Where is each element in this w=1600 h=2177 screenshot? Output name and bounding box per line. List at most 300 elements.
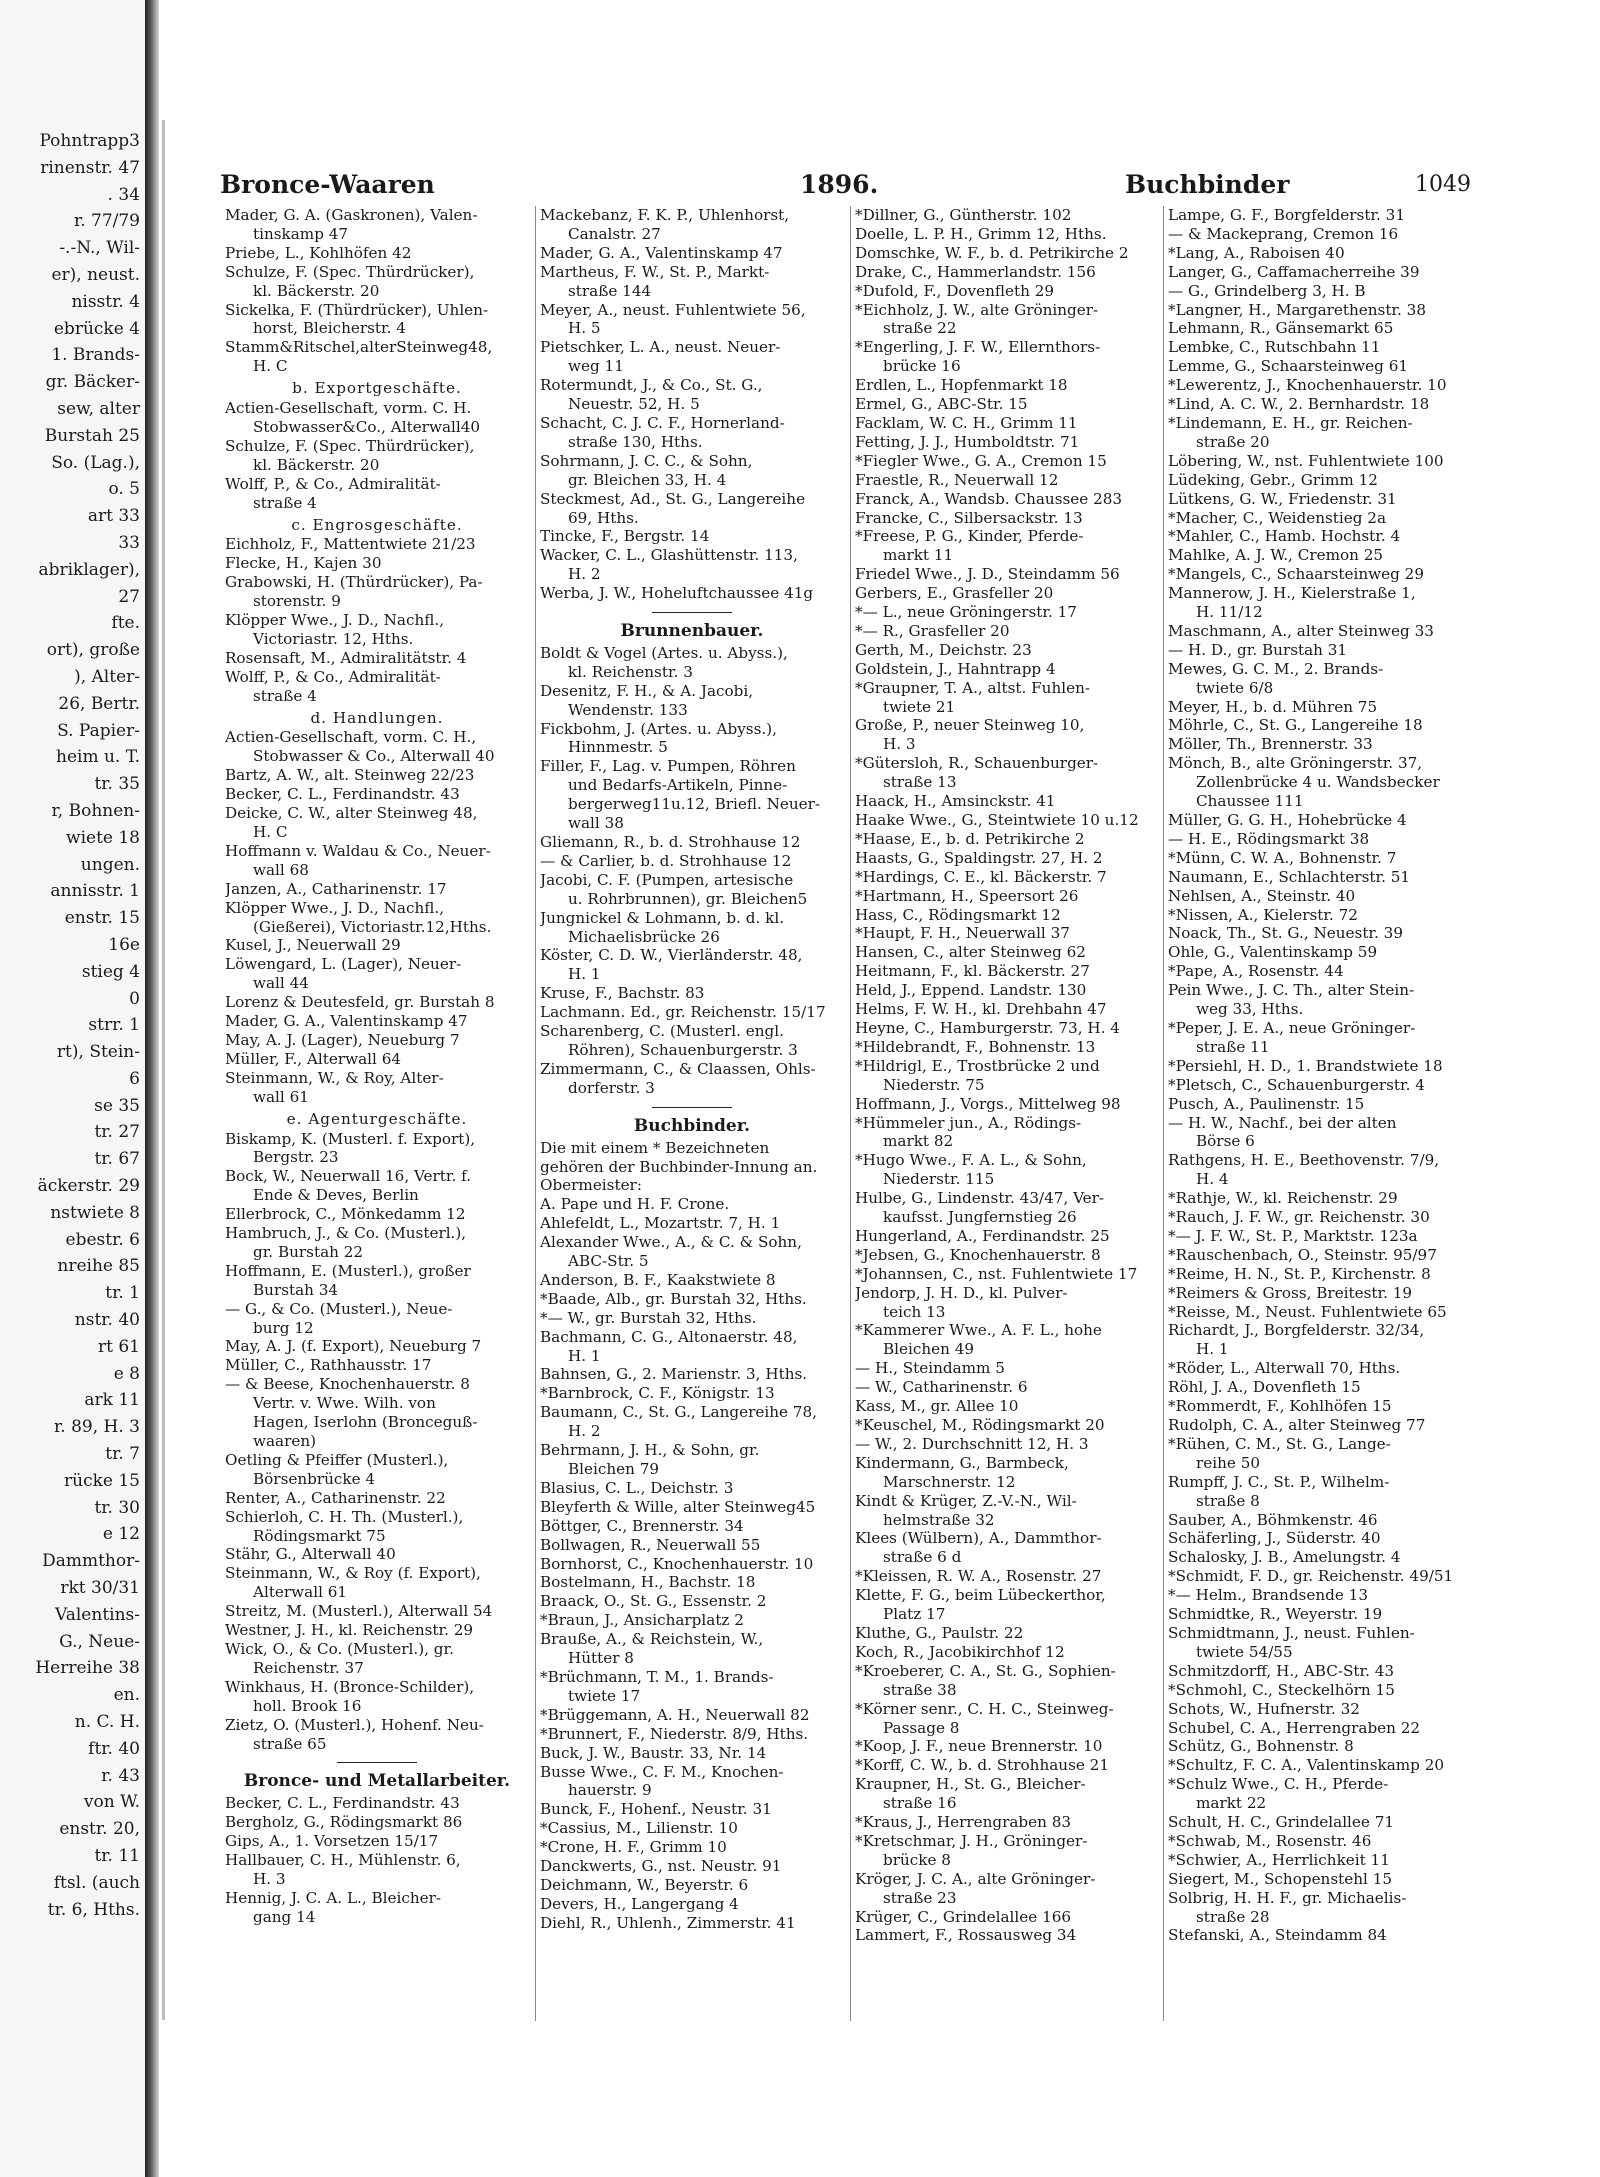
directory-entry: Bachmann, C. G., Altonaerstr. 48, (540, 1327, 798, 1346)
entry-continuation: Vertr. v. Wwe. Wilh. von (253, 1394, 436, 1413)
directory-entry: Facklam, W. C. H., Grimm 11 (855, 413, 1078, 432)
directory-entry: *Kleissen, R. W. A., Rosenstr. 27 (855, 1567, 1102, 1586)
directory-entry: Schulze, F. (Spec. Thürdrücker), (225, 262, 475, 281)
directory-entry: Martheus, F. W., St. P., Markt- (540, 262, 770, 281)
fragment-line: S. Papier- (57, 720, 140, 741)
fragment-line: tr. 1 (105, 1283, 140, 1304)
fragment-line: r. 43 (101, 1765, 140, 1786)
fragment-line: tr. 67 (94, 1149, 140, 1170)
directory-entry: Mackebanz, F. K. P., Uhlenhorst, (540, 206, 790, 224)
fragment-line: annisstr. 1 (50, 881, 140, 902)
directory-entry: Schmidtmann, J., neust. Fuhlen- (1168, 1623, 1415, 1642)
entry-continuation: Chaussee 111 (1196, 792, 1304, 811)
directory-entry: Rumpff, J. C., St. P., Wilhelm- (1168, 1472, 1390, 1491)
directory-entry: Schäferling, J., Süderstr. 40 (1168, 1529, 1381, 1548)
directory-entry: Lüdeking, Gebr., Grimm 12 (1168, 470, 1378, 489)
fragment-line: ark 11 (84, 1390, 140, 1411)
fragment-line: rinenstr. 47 (40, 157, 140, 178)
previous-page-edge (0, 0, 148, 2177)
directory-entry: Krüger, C., Grindelallee 166 (855, 1907, 1072, 1926)
entry-continuation: straße 8 (1196, 1491, 1260, 1510)
directory-entry: Mader, G. A. (Gaskronen), Valen- (225, 206, 478, 224)
directory-entry: *Fiegler Wwe., G. A., Cremon 15 (855, 451, 1107, 470)
entry-continuation: Bleichen 79 (568, 1460, 660, 1478)
entry-continuation: H. 4 (1196, 1170, 1229, 1189)
directory-entry: Solbrig, H. H. F., gr. Michaelis- (1168, 1888, 1407, 1907)
entry-continuation: H. C (253, 357, 288, 376)
directory-entry: *Johannsen, C., nst. Fuhlentwiete 17 (855, 1264, 1138, 1283)
directory-entry: *Brunnert, F., Niederstr. 8/9, Hths. (540, 1724, 809, 1743)
subsection-heading: d. Handlungen. (310, 708, 444, 727)
directory-entry: Sauber, A., Böhmkenstr. 46 (1168, 1510, 1378, 1529)
directory-entry: Gliemann, R., b. d. Strohhause 12 (540, 833, 801, 851)
directory-entry: *Jebsen, G., Knochenhauerstr. 8 (855, 1245, 1101, 1264)
directory-entry: *Körner senr., C. H. C., Steinweg- (855, 1699, 1114, 1718)
fragment-line: tr. 6, Hths. (47, 1899, 140, 1920)
directory-entry: *Koop, J. F., neue Brennerstr. 10 (855, 1737, 1103, 1756)
fragment-line: ebrücke 4 (53, 318, 140, 339)
directory-entry: Werba, J. W., Hoheluftchaussee 41g (540, 584, 814, 603)
directory-entry: — H. W., Nachf., bei der alten (1168, 1113, 1397, 1132)
fragment-line: Burstah 25 (44, 425, 140, 446)
directory-entry: Bunck, F., Hohenf., Neustr. 31 (540, 1800, 772, 1819)
directory-entry: Haasts, G., Spaldingstr. 27, H. 2 (855, 848, 1103, 867)
directory-entry: Fraestle, R., Neuerwall 12 (855, 470, 1059, 489)
fragment-line: enstr. 20, (59, 1819, 140, 1840)
directory-entry: Grabowski, H. (Thürdrücker), Pa- (225, 573, 483, 592)
directory-entry: Biskamp, K. (Musterl. f. Export), (225, 1129, 476, 1148)
entry-continuation: straße 23 (883, 1888, 957, 1907)
fragment-line: e 12 (102, 1524, 140, 1545)
directory-entry: Bergholz, G., Rödingsmarkt 86 (225, 1813, 463, 1832)
directory-entry: Müller, C., Rathhausstr. 17 (225, 1356, 432, 1375)
directory-entry: Hennig, J. C. A. L., Bleicher- (225, 1888, 442, 1907)
entry-continuation: twiete 21 (883, 697, 956, 716)
directory-entry: Kindt & Krüger, Z.-V.-N., Wil- (855, 1491, 1077, 1510)
directory-entry: *Braun, J., Ansicharplatz 2 (540, 1611, 744, 1630)
directory-entry: Wick, O., & Co. (Musterl.), gr. (225, 1639, 454, 1658)
directory-entry: Mader, G. A., Valentinskamp 47 (225, 1012, 468, 1031)
section-rule (337, 1762, 417, 1763)
directory-entry: *Freese, P. G., Kinder, Pferde- (855, 527, 1084, 546)
directory-entry: Schalosky, J. B., Amelungstr. 4 (1168, 1548, 1401, 1567)
directory-entry: Hambruch, J., & Co. (Musterl.), (225, 1224, 467, 1243)
directory-entry: Hass, C., Rödingsmarkt 12 (855, 905, 1061, 924)
subsection-heading: b. Exportgeschäfte. (292, 379, 462, 398)
entry-continuation: H. 1 (568, 965, 601, 984)
directory-entry: Klöpper Wwe., J. D., Nachfl., (225, 611, 445, 630)
fragment-line: nreihe 85 (57, 1256, 140, 1277)
entry-continuation: Marschnerstr. 12 (883, 1472, 1016, 1491)
fragment-line: rücke 15 (64, 1470, 140, 1491)
directory-entry: — W., 2. Durchschnitt 12, H. 3 (855, 1434, 1089, 1453)
directory-entry: Erdlen, L., Hopfenmarkt 18 (855, 376, 1068, 395)
directory-entry: Helms, F. W. H., kl. Drehbahn 47 (855, 1000, 1107, 1019)
directory-entry: — & Mackeprang, Cremon 16 (1168, 224, 1399, 243)
fragment-line: art 33 (87, 506, 140, 527)
directory-entry: Noack, Th., St. G., Neuestr. 39 (1168, 924, 1403, 943)
directory-entry: Streitz, M. (Musterl.), Alterwall 54 (225, 1602, 493, 1621)
directory-entry: *Crone, H. F., Grimm 10 (540, 1838, 727, 1857)
directory-entry: — W., Catharinenstr. 6 (855, 1378, 1028, 1397)
entry-continuation: markt 11 (883, 546, 954, 565)
directory-entry: *Schmohl, C., Steckelhörn 15 (1168, 1680, 1395, 1699)
directory-entry: Schult, H. C., Grindelallee 71 (1168, 1813, 1395, 1832)
entry-continuation: H. 11/12 (1196, 603, 1263, 622)
entry-continuation: straße 144 (568, 281, 652, 300)
directory-entry: *Pletsch, C., Schauenburgerstr. 4 (1168, 1075, 1425, 1094)
directory-entry: Schütz, G., Bohnenstr. 8 (1168, 1737, 1354, 1756)
directory-entry: Devers, H., Langergang 4 (540, 1894, 739, 1913)
directory-entry: Anderson, B. F., Kaakstwiete 8 (540, 1270, 776, 1289)
entry-continuation: Niederstr. 115 (883, 1170, 995, 1189)
directory-entry: — & Carlier, b. d. Strohhause 12 (540, 851, 792, 870)
directory-entry: Flecke, H., Kajen 30 (225, 554, 382, 573)
entry-continuation: twiete 6/8 (1196, 678, 1274, 697)
directory-entry: *Kraus, J., Herrengraben 83 (855, 1813, 1072, 1832)
directory-entry: *Nissen, A., Kielerstr. 72 (1168, 905, 1358, 924)
directory-entry: Richardt, J., Borgfelderstr. 32/34, (1168, 1321, 1425, 1340)
directory-entry: *Keuschel, M., Rödingsmarkt 20 (855, 1416, 1105, 1434)
directory-entry: — H. D., gr. Burstah 31 (1168, 640, 1348, 659)
directory-entry: *Mangels, C., Schaarsteinweg 29 (1168, 565, 1425, 584)
directory-entry: Lampe, G. F., Borgfelderstr. 31 (1168, 206, 1405, 224)
fragment-line: ort), große (46, 640, 140, 661)
directory-entry: Ohle, G., Valentinskamp 59 (1168, 943, 1378, 962)
fragment-line: r. 77/79 (73, 211, 140, 232)
directory-entry: Möhrle, C., St. G., Langereihe 18 (1168, 716, 1423, 735)
entry-continuation: Zollenbrücke 4 u. Wandsbecker (1196, 773, 1440, 792)
entry-continuation: Niederstr. 75 (883, 1075, 985, 1094)
entry-continuation: twiete 17 (568, 1686, 641, 1705)
entry-continuation: H. 5 (568, 319, 601, 338)
directory-entry: *Mahler, C., Hamb. Hochstr. 4 (1168, 527, 1401, 546)
fragment-line: r. 89, H. 3 (54, 1417, 140, 1438)
directory-entry: *Rommerdt, F., Kohlhöfen 15 (1168, 1397, 1392, 1416)
directory-entry: Lammert, F., Rossausweg 34 (855, 1926, 1077, 1945)
entry-continuation: kl. Reichenstr. 3 (568, 662, 693, 681)
directory-entry: Jendorp, J. H. D., kl. Pulver- (855, 1283, 1068, 1302)
directory-entry: Bornhorst, C., Knochenhauerstr. 10 (540, 1554, 814, 1573)
entry-continuation: kl. Bäckerstr. 20 (253, 281, 380, 300)
directory-entry: Hulbe, G., Lindenstr. 43/47, Ver- (855, 1189, 1105, 1208)
directory-entry: — H., Steindamm 5 (855, 1359, 1005, 1378)
directory-entry: May, A. J. (Lager), Neueburg 7 (225, 1030, 460, 1049)
entry-continuation: straße 4 (253, 686, 317, 705)
header-year: 1896. (800, 170, 879, 199)
directory-entry: *Hardings, C. E., kl. Bäckerstr. 7 (855, 867, 1107, 886)
entry-continuation: Platz 17 (883, 1605, 946, 1624)
directory-entry: Alexander Wwe., A., & C. & Sohn, (540, 1233, 802, 1252)
header-right-title: Buchbinder (1125, 170, 1290, 199)
fragment-line: ungen. (80, 854, 140, 875)
fragment-line: 26, Bertr. (58, 693, 140, 714)
entry-continuation: gr. Bleichen 33, H. 4 (568, 470, 727, 489)
directory-entry: Bleyferth & Wille, alter Steinweg45 (540, 1497, 816, 1516)
directory-entry: *Kroeberer, C. A., St. G., Sophien- (855, 1661, 1116, 1680)
directory-entry: Danckwerts, G., nst. Neustr. 91 (540, 1857, 782, 1876)
entry-continuation: straße 130, Hths. (568, 432, 703, 451)
directory-entry: — H. E., Rödingsmarkt 38 (1168, 829, 1370, 848)
directory-entry: Kluthe, G., Paulstr. 22 (855, 1623, 1024, 1642)
directory-entry: Haake Wwe., G., Steintwiete 10 u.12 (855, 811, 1139, 829)
entry-continuation: Michaelisbrücke 26 (568, 927, 720, 946)
directory-entry: Braack, O., St. G., Essenstr. 2 (540, 1592, 767, 1611)
directory-entry: Hoffmann, J., Vorgs., Mittelweg 98 (855, 1094, 1121, 1113)
directory-entry: Stefanski, A., Steindamm 84 (1168, 1926, 1387, 1945)
directory-entry: Meyer, H., b. d. Mühren 75 (1168, 697, 1378, 716)
entry-continuation: kl. Bäckerstr. 20 (253, 455, 380, 474)
entry-continuation: Victoriastr. 12, Hths. (253, 629, 414, 648)
directory-entry: Löbering, W., nst. Fuhlentwiete 100 (1168, 451, 1444, 470)
directory-entry: Jacobi, C. F. (Pumpen, artesische (540, 870, 794, 889)
entry-continuation: Neuestr. 52, H. 5 (568, 395, 700, 414)
entry-continuation: teich 13 (883, 1302, 946, 1321)
directory-entry: Friedel Wwe., J. D., Steindamm 56 (855, 565, 1120, 584)
directory-entry: Hungerland, A., Ferdinandstr. 25 (855, 1226, 1110, 1245)
entry-continuation: brücke 8 (883, 1850, 951, 1869)
directory-entry: Gerbers, E., Grasfeller 20 (855, 584, 1054, 603)
directory-entry: *Haupt, F. H., Neuerwall 37 (855, 924, 1070, 943)
directory-entry: Zimmermann, C., & Claassen, Ohls- (540, 1059, 816, 1078)
directory-entry: *Dufold, F., Dovenfleth 29 (855, 281, 1055, 300)
directory-entry: Blasius, C. L., Deichstr. 3 (540, 1478, 734, 1497)
entry-continuation: weg 11 (568, 357, 624, 376)
directory-entry: Boldt & Vogel (Artes. u. Abyss.), (540, 643, 788, 662)
entry-continuation: brücke 16 (883, 357, 961, 376)
directory-entry: Große, P., neuer Steinweg 10, (855, 716, 1085, 735)
fragment-line: abriklager), (38, 559, 140, 580)
directory-entry: *Dillner, G., Güntherstr. 102 (855, 206, 1072, 224)
directory-entry: Die mit einem * Bezeichneten (540, 1138, 770, 1157)
directory-entry: *Rühen, C. M., St. G., Lange- (1168, 1434, 1391, 1453)
directory-entry: Siegert, M., Schopenstehl 15 (1168, 1869, 1393, 1888)
directory-entry: Drake, C., Hammerlandstr. 156 (855, 262, 1096, 281)
directory-entry: Gips, A., 1. Vorsetzen 15/17 (225, 1832, 439, 1851)
directory-entry: Held, J., Eppend. Landstr. 130 (855, 981, 1087, 1000)
entry-continuation: H. 2 (568, 565, 601, 584)
fragment-line: enstr. 15 (64, 908, 140, 929)
fragment-line: n. C. H. (74, 1712, 140, 1733)
directory-entry: Ermel, G., ABC-Str. 15 (855, 395, 1028, 414)
fragment-line: G., Neue- (59, 1631, 140, 1652)
fragment-line: Pohntrapp3 (39, 131, 140, 151)
directory-entry: Steinmann, W., & Roy (f. Export), (225, 1564, 481, 1583)
directory-entry: Eichholz, F., Mattentwiete 21/23 (225, 535, 476, 554)
directory-entry: *Reimers & Gross, Breitestr. 19 (1168, 1283, 1413, 1302)
directory-entry: *Münn, C. W. A., Bohnenstr. 7 (1168, 848, 1397, 867)
entry-continuation: Rödingsmarkt 75 (253, 1526, 386, 1545)
entry-continuation: straße 22 (883, 319, 957, 338)
fragment-line: tr. 30 (94, 1497, 140, 1518)
subsection-heading: c. Engrosgeschäfte. (291, 515, 463, 534)
entry-continuation: Röhren), Schauenburgerstr. 3 (568, 1040, 798, 1059)
fragment-line: rkt 30/31 (60, 1578, 140, 1599)
entry-continuation: straße 38 (883, 1680, 957, 1699)
fragment-line: wiete 18 (66, 827, 140, 848)
directory-entry: Kusel, J., Neuerwall 29 (225, 936, 401, 955)
entry-continuation: wall 38 (568, 814, 624, 833)
directory-entry: Fickbohm, J. (Artes. u. Abyss.), (540, 719, 777, 738)
directory-entry: Hansen, C., alter Steinweg 62 (855, 943, 1086, 962)
directory-entry: — G., & Co. (Musterl.), Neue- (225, 1299, 453, 1318)
entry-continuation: twiete 54/55 (1196, 1642, 1293, 1661)
fragment-line: 6 (129, 1068, 140, 1089)
directory-entry: Bahnsen, G., 2. Marienstr. 3, Hths. (540, 1365, 808, 1384)
entry-continuation: Wendenstr. 133 (568, 700, 688, 719)
column-divider (1163, 206, 1164, 2021)
directory-entry: Wacker, C. L., Glashüttenstr. 113, (540, 546, 798, 565)
directory-entry: Rotermundt, J., & Co., St. G., (540, 376, 763, 395)
directory-entry: Francke, C., Silbersackstr. 13 (855, 508, 1083, 527)
fragment-line: fte. (111, 613, 140, 634)
directory-entry: *Langner, H., Margarethenstr. 38 (1168, 300, 1426, 319)
directory-entry: Schierloh, C. H. Th. (Musterl.), (225, 1507, 464, 1526)
fragment-line: -.-N., Wil- (59, 238, 140, 259)
directory-entry: *Gütersloh, R., Schauenburger- (855, 754, 1099, 773)
entry-continuation: burg 12 (253, 1318, 314, 1337)
fragment-line: ), Alter- (74, 666, 140, 687)
directory-entry: *Schmidt, F. D., gr. Reichenstr. 49/51 (1168, 1567, 1454, 1586)
header-left-title: Bronce-Waaren (220, 170, 435, 199)
entry-continuation: straße 4 (253, 493, 317, 512)
directory-entry: Böttger, C., Brennerstr. 34 (540, 1516, 744, 1535)
directory-entry: *Lewerentz, J., Knochenhauerstr. 10 (1168, 376, 1447, 395)
directory-entry: Bock, W., Neuerwall 16, Vertr. f. (225, 1167, 472, 1186)
fragment-line: rt), Stein- (56, 1042, 140, 1063)
entry-continuation: 69, Hths. (568, 508, 639, 527)
directory-entry: — & Beese, Knochenhauerstr. 8 (225, 1375, 470, 1394)
directory-entry: Pein Wwe., J. C. Th., alter Stein- (1168, 981, 1415, 1000)
directory-entry: *— W., gr. Burstah 32, Hths. (540, 1308, 757, 1327)
directory-entry: Meyer, A., neust. Fuhlentwiete 56, (540, 300, 806, 319)
entry-continuation: bergerweg11u.12, Briefl. Neuer- (568, 795, 821, 814)
directory-entry: *— Helm., Brandsende 13 (1168, 1586, 1368, 1605)
directory-entry: Hoffmann, E. (Musterl.), großer (225, 1261, 471, 1280)
fragment-line: strr. 1 (88, 1015, 140, 1036)
fragment-line: tr. 11 (94, 1846, 140, 1866)
fragment-line: 16e (108, 934, 140, 955)
directory-entry: Hallbauer, C. H., Mühlenstr. 6, (225, 1851, 461, 1870)
directory-entry: *Rathje, W., kl. Reichenstr. 29 (1168, 1189, 1398, 1208)
entry-continuation: gr. Burstah 22 (253, 1242, 364, 1261)
directory-entry: Kass, M., gr. Allee 10 (855, 1397, 1019, 1416)
directory-entry: Sickelka, F. (Thürdrücker), Uhlen- (225, 300, 489, 319)
directory-entry: Röhl, J. A., Dovenfleth 15 (1168, 1378, 1361, 1397)
directory-entry: Lehmann, R., Gänsemarkt 65 (1168, 319, 1394, 338)
directory-entry: A. Pape und H. F. Crone. (540, 1195, 730, 1214)
directory-entry: Mewes, G. C. M., 2. Brands- (1168, 659, 1384, 678)
column-divider (535, 206, 536, 2021)
directory-entry: Sohrmann, J. C. C., & Sohn, (540, 451, 753, 470)
section-rule (652, 612, 732, 613)
entry-continuation: hauerstr. 9 (568, 1781, 652, 1800)
directory-entry: Pietschker, L. A., neust. Neuer- (540, 338, 781, 357)
directory-entry: Tincke, F., Bergstr. 14 (540, 527, 710, 546)
directory-entry: Oetling & Pfeiffer (Musterl.), (225, 1450, 449, 1469)
directory-entry: Hoffmann v. Waldau & Co., Neuer- (225, 841, 491, 860)
entry-continuation: straße 6 d (883, 1548, 962, 1567)
entry-continuation: straße 20 (1196, 432, 1270, 451)
entry-continuation: Hagen, Iserlohn (Bronceguß- (253, 1413, 478, 1432)
page-fold (162, 120, 165, 2020)
directory-entry: Schmitzdorff, H., ABC-Str. 43 (1168, 1661, 1395, 1680)
directory-entry: Scharenberg, C. (Musterl. engl. (540, 1022, 784, 1041)
directory-entry: Rosensaft, M., Admiralitätstr. 4 (225, 648, 467, 667)
fragment-line: von W. (83, 1792, 140, 1813)
directory-entry: Busse Wwe., C. F. M., Knochen- (540, 1762, 784, 1781)
directory-column-1 (225, 206, 529, 1927)
fragment-line: er), neust. (51, 264, 140, 285)
fragment-line: nstwiete 8 (50, 1202, 140, 1223)
fragment-line: en. (113, 1685, 140, 1706)
directory-entry: *Brüchmann, T. M., 1. Brands- (540, 1667, 774, 1686)
entry-continuation: Burstah 34 (253, 1280, 339, 1299)
directory-entry: Renter, A., Catharinenstr. 22 (225, 1488, 446, 1507)
section-heading: Bronce- und Metallarbeiter. (243, 1771, 511, 1792)
directory-entry: Schots, W., Hufnerstr. 32 (1168, 1699, 1360, 1718)
directory-entry: Koch, R., Jacobikirchhof 12 (855, 1642, 1065, 1661)
directory-entry: Rathgens, H. E., Beethovenstr. 7/9, (1168, 1151, 1440, 1170)
entry-continuation: Börsenbrücke 4 (253, 1469, 376, 1488)
directory-entry: *Haase, E., b. d. Petrikirche 2 (855, 829, 1085, 848)
directory-entry: Brauße, A., & Reichstein, W., (540, 1630, 764, 1649)
entry-continuation: Börse 6 (1196, 1132, 1255, 1151)
directory-column-2 (540, 206, 844, 1933)
entry-continuation: Passage 8 (883, 1718, 960, 1737)
entry-continuation: straße 11 (1196, 1037, 1270, 1056)
directory-entry: Priebe, L., Kohlhöfen 42 (225, 243, 412, 262)
directory-entry: *Eichholz, J. W., alte Gröninger- (855, 300, 1099, 319)
directory-entry: *Barnbrock, C. F., Königstr. 13 (540, 1384, 775, 1403)
directory-entry: *Brüggemann, A. H., Neuerwall 82 (540, 1705, 810, 1724)
directory-entry: Langer, G., Caffamacherreihe 39 (1168, 262, 1420, 281)
directory-entry: *Peper, J. E. A., neue Gröninger- (1168, 1018, 1416, 1037)
directory-entry: Fetting, J. J., Humboldtstr. 71 (855, 432, 1080, 451)
directory-entry: Baumann, C., St. G., Langereihe 78, (540, 1403, 817, 1422)
directory-entry: Filler, F., Lag. v. Pumpen, Röhren (540, 757, 796, 776)
directory-entry: Schulze, F. (Spec. Thürdrücker), (225, 436, 475, 455)
directory-entry: Heitmann, F., kl. Bäckerstr. 27 (855, 962, 1090, 981)
fragment-line: stieg 4 (81, 961, 140, 982)
entry-continuation: ABC-Str. 5 (568, 1252, 649, 1271)
directory-entry: Doelle, L. P. H., Grimm 12, Hths. (855, 224, 1107, 243)
fragment-line: äckerstr. 29 (37, 1176, 140, 1197)
fragment-line: ebestr. 6 (65, 1229, 140, 1250)
entry-continuation: storenstr. 9 (253, 592, 341, 611)
directory-entry: Steckmest, Ad., St. G., Langereihe (540, 489, 806, 508)
fragment-line: nisstr. 4 (71, 291, 140, 312)
entry-continuation: wall 68 (253, 860, 309, 879)
directory-entry: Goldstein, J., Hahntrapp 4 (855, 659, 1056, 678)
directory-entry: Köster, C. D. W., Vierländerstr. 48, (540, 946, 803, 965)
page-header (220, 170, 1471, 206)
directory-entry: *Hartmann, H., Speersort 26 (855, 886, 1079, 905)
directory-entry: Mader, G. A., Valentinskamp 47 (540, 243, 783, 262)
fragment-line: se 35 (94, 1095, 140, 1116)
directory-entry: Behrmann, J. H., & Sohn, gr. (540, 1441, 760, 1460)
directory-entry: *Schulz Wwe., C. H., Pferde- (1168, 1775, 1389, 1794)
directory-entry: Obermeister: (540, 1176, 642, 1195)
entry-continuation: Reichenstr. 37 (253, 1658, 364, 1677)
directory-entry: *Persiehl, H. D., 1. Brandstwiete 18 (1168, 1056, 1443, 1075)
fragment-line: ftsl. (auch (53, 1872, 140, 1893)
directory-entry: *Lind, A. C. W., 2. Bernhardstr. 18 (1168, 395, 1430, 414)
directory-entry: Haack, H., Amsinckstr. 41 (855, 792, 1056, 811)
section-heading: Buchbinder. (633, 1115, 751, 1136)
directory-entry: Becker, C. L., Ferdinandstr. 43 (225, 1794, 460, 1813)
directory-entry: *Hümmeler jun., A., Rödings- (855, 1113, 1082, 1132)
